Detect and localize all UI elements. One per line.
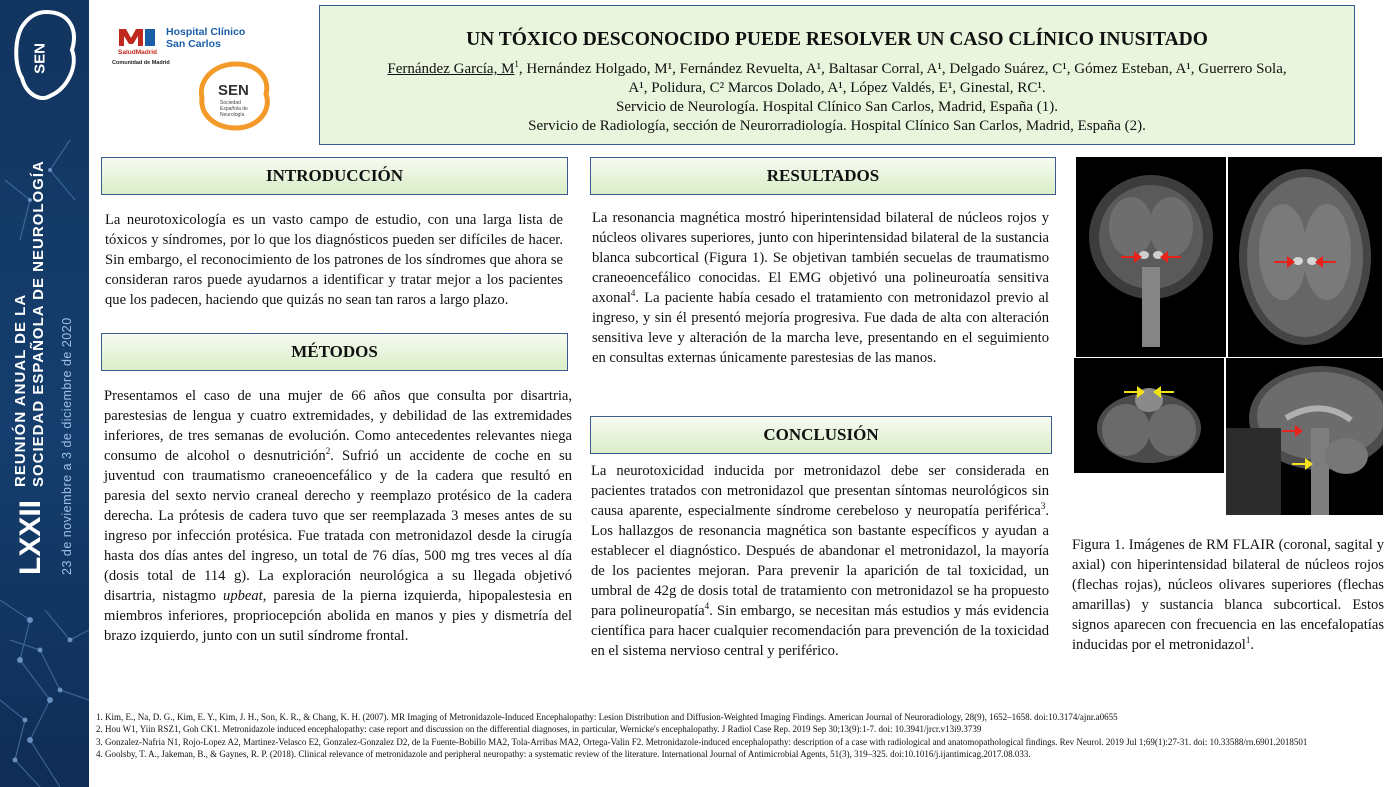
conclusion-part-2: . Los hallazgos de resonancia magnética son bastante específicos y ayudan a establecer el diagnóstico. Después de abandonar el metronidazol, la mayoría de los pacientes mejoran. Para prevenir la aparición de tal toxicidad, un umbral de 42g de dosis total de tratamiento con metronidazol se ha propuesto para polineuropatía	[591, 503, 1049, 619]
results-text	[592, 208, 1049, 368]
figure-caption	[1072, 535, 1384, 655]
methods-italic-term: upbeat	[223, 588, 263, 604]
congress-title	[12, 160, 48, 487]
methods-heading: MÉTODOS	[101, 333, 568, 371]
intro-heading: INTRODUCCIÓN	[101, 157, 568, 195]
mri-sagittal-image	[1226, 358, 1383, 515]
reference-3: 3. Gonzalez-Nafria N1, Rojo-Lopez A2, Martinez-Velasco E2, Gonzalez-Gonzalez D2, de la Fuente-Bobillo MA2, Tola-Arribas MA2, Ortega-Valin F2. Metronidazole-induced encephalopathy: description of a case with radiological and anatomopathological findings. Rev Neurol. 2019 Jul 1;69(1):27-31. doi: 10.33588/rn.6901.2018501	[96, 736, 1308, 747]
congress-edition: LXXII	[14, 499, 47, 575]
hospital-name	[166, 26, 245, 50]
methods-part-1: Presentamos el caso de una mujer de 66 años que consulta por disartria, parestesias de lengua y cuatro extremidades, y debilidad de las extremidades inferiores, de tres semanas de evolución. Como antecedentes relevantes niega consumo de alcohol o desnutrición	[104, 388, 572, 464]
reference-1: 1. Kim, E., Na, D. G., Kim, E. Y., Kim, J. H., Son, K. R., & Chang, K. H. (2007). MR Imaging of Metronidazole-Induced Encephalopathy: Lesion Distribution and Diffusion-Weighted Imaging Findings. American Journal of Neuroradiology, 28(9), 1652–1658. doi:10.3174/ajnr.a0655	[96, 712, 1118, 722]
mri-axial-image	[1074, 358, 1224, 473]
mri-axial-drawing	[1074, 358, 1224, 473]
intro-paragraph: La neurotoxicología es un vasto campo de estudio, con una larga lista de tóxicos y síndromes, por lo que los diagnósticos pueden ser difíciles de hacer. Sin embargo, el reconocimiento de los patrones de los síndromes que ahora se consideran raros puede ayudarnos a identificar y tratar mejor a los pacientes que los padecen, haciendo que quizás no sean tan raros a largo plazo.	[105, 212, 563, 308]
congress-info	[6, 15, 86, 575]
methods-part-2: . Sufrió un accidente de coche en su juventud con traumatismo craneoencefálico y de la cadera que resultó en paresia del sexto nervio craneal derecho y reemplazo protésico de la cadera derecha. La prótesis de cadera tuvo que ser reemplazada 3 meses antes de su ingreso por infección protésica. Fue tratada con metronidazol desde la cirugía hasta dos días antes del ingreso, un total de 76 días, 500 mg tres veces al día (dosis total de 114 g). La exploración neurológica a su llegada objetivó disartria, nistagmo	[104, 448, 572, 604]
methods-text	[104, 386, 572, 646]
results-citation: 4	[630, 288, 636, 299]
poster-header	[319, 5, 1355, 145]
first-author: Fernández García, M	[387, 61, 515, 77]
hospital-name-line-2: San Carlos	[166, 38, 221, 50]
affiliation-1: Servicio de Neurología. Hospital Clínico San Carlos, Madrid, España (1).	[616, 99, 1058, 115]
intro-text	[105, 210, 563, 310]
first-author-affiliation: 1	[514, 59, 519, 69]
mri-coronal-1-drawing	[1076, 157, 1226, 357]
figure-caption-end: .	[1250, 637, 1255, 653]
authors-line-1	[320, 60, 1354, 79]
conclusion-citation-2: 4	[704, 601, 710, 612]
sen-logo-label: SEN	[218, 82, 249, 99]
sen-badge-label: SEN	[31, 43, 49, 74]
authors-line-2: A¹, Polidura, C² Marcos Dolado, A¹, López Valdés, E¹, Ginestal, RC¹.	[628, 80, 1046, 96]
references	[96, 711, 1386, 761]
hospital-name-line-1: Hospital Clínico	[166, 26, 246, 38]
mri-coronal-2-drawing	[1228, 157, 1382, 357]
congress-title-line-2: SOCIEDAD ESPAÑOLA DE NEUROLOGÍA	[30, 160, 47, 487]
methods-part-3: , paresia de la pierna izquierda, hipopalestesia en miembros inferiores, propriocepción abolida en manos y pies y dismetría del brazo izquierdo, junto con un sutil síndrome frontal.	[104, 588, 572, 644]
methods-citation-1: 2	[325, 446, 331, 457]
figure-caption-text: Figura 1. Imágenes de RM FLAIR (coronal, sagital y axial) con hiperintensidad bilateral de núcleos rojos (flechas rojas), núcleos olivares superiores (flechas amarillas) y sustancia blanca subcortical. Estos signos aparecen con frecuencia en las encefalopatías inducidas por el metronidazol	[1072, 537, 1384, 653]
conclusion-part-3: . Sin embargo, se necesitan más estudios y más evidencia científica para hacer cualquier recomendación para prevención de la toxicidad en el sistema nervioso central y periférico.	[591, 603, 1049, 659]
authors-rest: , Hernández Holgado, M¹, Fernández Revuelta, A¹, Baltasar Corral, A¹, Delgado Suárez, C¹, Gómez Esteban, A¹, Guerrero Sola,	[518, 61, 1287, 77]
reference-2: 2. Hou W1, Yiin RSZ1, Goh CK1. Metronidazole induced encephalopathy: case report and discussion on the differential diagnoses, in particular, Wernicke's encephalopathy. J Radiol Case Rep. 2019 Sep 30;13(9):1-7. doi: 10.3941/jrcr.v13i9.3739	[96, 724, 982, 735]
sen-logo-sublabel: Sociedad Española de Neurología	[220, 100, 248, 118]
reference-4: 4. Goolsby, T. A., Jakeman, B., & Gaynes, R. P. (2018). Clinical relevance of metronidazole and peripheral neuropathy: a systematic review of the literature. International Journal of Antimicrobial Agents, 51(3), 319–325. doi:10.1016/j.ijantimicag.2017.08.033.	[96, 749, 1031, 760]
conclusion-paragraph	[591, 461, 1049, 661]
hospital-m-icon	[117, 26, 157, 48]
poster-title: UN TÓXICO DESCONOCIDO PUEDE RESOLVER UN CASO CLÍNICO INUSITADO	[466, 29, 1208, 50]
congress-dates: 23 de noviembre a 3 de diciembre de 2020	[60, 317, 74, 575]
methods-paragraph	[104, 386, 572, 646]
conclusion-part-1: La neurotoxicidad inducida por metronidazol debe ser considerada en pacientes tratados con metronidazol que presentan síntomas neurológicos sin causa aparente, especialmente síndrome cerebeloso y neuropatía periférica	[591, 463, 1049, 519]
affiliation-2: Servicio de Radiología, sección de Neurorradiología. Hospital Clínico San Carlos, Madrid, España (2).	[528, 118, 1146, 134]
results-paragraph	[592, 208, 1049, 368]
mri-sagittal-drawing	[1226, 358, 1383, 515]
congress-title-line-1: REUNIÓN ANUAL DE LA	[12, 293, 29, 487]
conclusion-citation-1: 3	[1040, 501, 1046, 512]
comunidad-madrid-label: Comunidad de Madrid	[112, 60, 170, 66]
figure-caption-citation: 1	[1245, 635, 1251, 646]
conclusion-text	[591, 461, 1049, 661]
results-heading: RESULTADOS	[590, 157, 1056, 195]
mri-coronal-image-2	[1228, 157, 1382, 357]
sidebar-banner	[0, 0, 89, 787]
results-part-1: La resonancia magnética mostró hiperintensidad bilateral de núcleos rojos y núcleos olivares superiores, junto con hiperintensidad bilateral de la sustancia blanca subcortical (Figura 1). Se objetivan también secuelas de traumatismo craneoencefálico conocidas. El EMG objetivó una polineuroatía sensitiva axonal	[592, 210, 1049, 306]
results-part-2: . La paciente había cesado el tratamiento con metronidazol previo al ingreso, y sin él presentó mejoría progresiva. Fue dada de alta con alteración sensitiva leve y alteración de la marcha leve, presentando en el seguimiento en consultas externas únicamente parestesias de las manos.	[592, 290, 1049, 366]
mri-coronal-image-1	[1076, 157, 1226, 357]
conclusion-heading: CONCLUSIÓN	[590, 416, 1052, 454]
salud-madrid-label: SaludMadrid	[118, 49, 158, 56]
